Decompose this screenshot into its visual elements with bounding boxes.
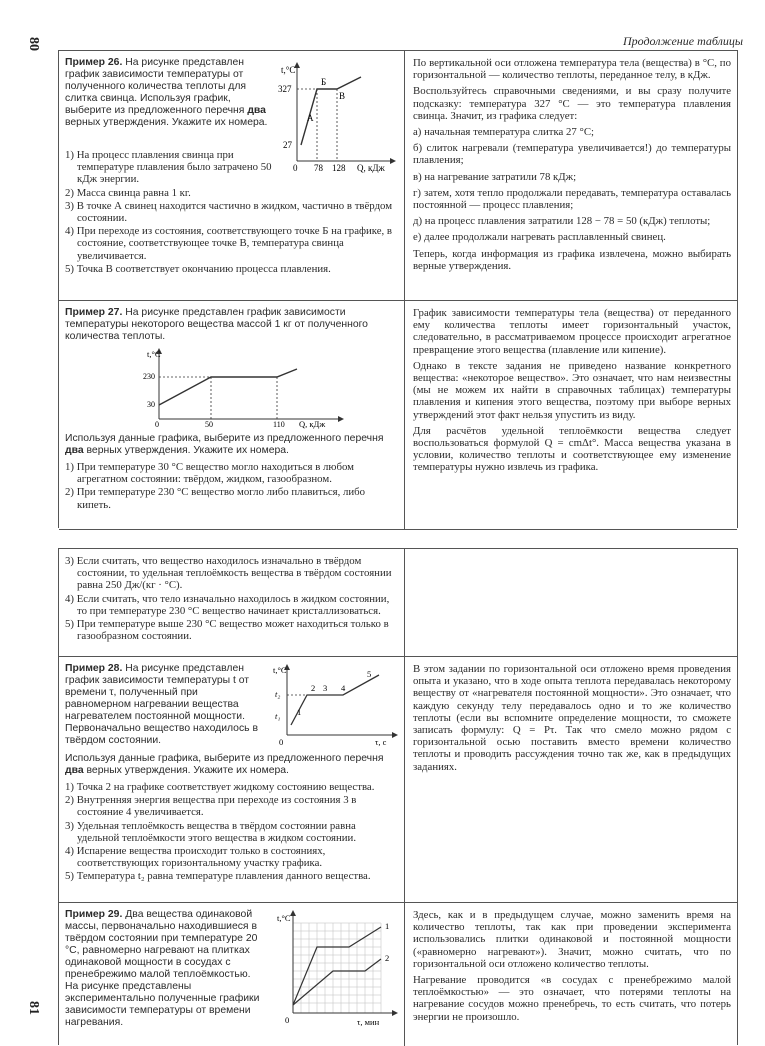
ex26-title: Пример 26. (65, 57, 123, 68)
ex27-y-tick-30: 30 (147, 400, 155, 409)
page-number-top: 80 (26, 37, 41, 51)
paragraph: Здесь, как и в предыдущем случае, можно заменить время на количество теплоты, так как при проведении эксперимента использовались плитки одинаковой и постоянной мощности («равномерно нагревают»). Значит, можно считать, что по горизонтальной оси отложено количество теплоты. (413, 909, 731, 970)
ex28-intro-block (65, 663, 263, 747)
ex27-instruction-bold: два (65, 445, 84, 456)
ex27-x-axis-label: Q, кДж (299, 419, 326, 429)
ex26-point-v: В (339, 91, 346, 101)
ex27-y-tick-230: 230 (143, 372, 155, 381)
list-item: 5) Температура t₂ равна температуре плавления данного вещества. (65, 870, 371, 883)
ex26-instruction-end: верных утверждения. Укажите их номера. (65, 117, 268, 128)
ex28-explanation (413, 663, 731, 777)
paragraph: Воспользуйтесь справочными сведениями, и вы сразу получите подсказку: температура 327 °C — это температура плавления свинца. Значит, из графика следует: (413, 85, 731, 122)
table-row-ex27 (59, 300, 737, 530)
ex27-intro-block (65, 307, 397, 343)
ex28-curve (291, 675, 379, 725)
ex26-x-tick-128: 128 (332, 163, 346, 173)
paragraph: График зависимости температуры тела (вещества) от переданного ему количества теплоты имеет горизонтальный участок, следовательно, в рассматриваемом процессе происходит агрегатное превращение этого вещества (плавление или кипение). (413, 307, 731, 356)
list-item: 2) При температуре 230 °C вещество могло либо плавиться, либо кипеть. (65, 486, 366, 511)
ex26-point-b: Б (321, 77, 327, 87)
ex28-point-1: 1 (297, 707, 302, 717)
ex27-options-a (65, 461, 397, 511)
ex28-origin: 0 (279, 737, 284, 747)
ex26-x-tick-0: 0 (293, 163, 298, 173)
ex27-curve (159, 369, 297, 405)
ex27-x-tick-0: 0 (155, 420, 159, 429)
ex26-intro-block (65, 57, 275, 129)
ex26-curve (301, 77, 361, 145)
ex28-instruction-bold: два (65, 765, 84, 776)
ex28-y-axis-label: t,°C (273, 665, 287, 675)
ex29-intro: Два вещества одинаковой массы, первоначально находившиеся в твёрдом состоянии при температуре 20 °C, равномерно нагревают на плитках одинаковой мощности в сосудах с пренебрежимо малой теплоёмкостью. На рисунке представлены экспериментально полученные графики зависимости температуры от времени нагревания. (65, 909, 260, 1028)
ex28-instruction-end: верных утверждения. Укажите их номера. (86, 765, 289, 776)
ex28-graph (269, 663, 399, 749)
ex29-series-2 (293, 959, 381, 1005)
column-divider (404, 51, 405, 301)
list-item: 1) На процесс плавления свинца при температуре плавления было затрачено 50 кДж энергии. (65, 149, 272, 186)
ex26-point-a: А (307, 113, 314, 123)
list-item: 4) Испарение вещества происходит только в состояниях, соответствующих горизонтальному участку графика. (65, 845, 326, 870)
paragraph: б) слиток нагревали (температура увеличивается!) до температуры плавления; (413, 142, 731, 167)
ex28-point-4: 4 (341, 683, 346, 693)
ex29-label-2: 2 (385, 953, 390, 963)
paragraph: Для расчётов удельной теплоёмкости вещества следует воспользоваться формулой Q = cmΔt°. Масса вещества указана в условии, количество теплоты и соответствующее ему изменение температуры нужно извлечь из графика. (413, 424, 731, 474)
ex29-label-1: 1 (385, 921, 390, 931)
column-divider (404, 549, 405, 657)
ex29-graph (271, 909, 399, 1031)
ex26-intro: На рисунке представлен график зависимости температуры от полученного количества теплоты для слитка свинца. (65, 57, 247, 104)
ex27-task (65, 307, 397, 512)
ex29-grid (293, 923, 381, 1013)
ex27-explanation (413, 307, 731, 478)
list-item: 2) Масса свинца равна 1 кг. (65, 186, 191, 199)
ex28-y-tick-t2: t₂ (275, 689, 281, 699)
ex29-task (65, 909, 397, 1029)
ex26-x-tick-78: 78 (314, 163, 323, 173)
table-row-ex27-cont (59, 548, 737, 657)
ex28-instruction-block (65, 753, 397, 777)
ex27-graph (145, 347, 345, 427)
paragraph: е) далее продолжали нагревать расплавленный свинец. (413, 231, 666, 244)
list-item: 4) При переходе из состояния, соответствующего точке Б на графике, в состояние, соответствующее точке В, температура свинца увеличивается. (65, 225, 393, 262)
list-item: 1) Точка 2 на графике соответствует жидкому состоянию вещества. (65, 781, 375, 793)
ex27-title: Пример 27. (65, 307, 123, 318)
ex28-task (65, 663, 397, 884)
ex28-point-2: 2 (311, 683, 316, 693)
column-divider (404, 657, 405, 903)
ex26-instruction-bold: два (247, 105, 266, 116)
paragraph: По вертикальной оси отложена температура тела (вещества) в °C, по горизонтальной — количество теплоты, переданное телу, в кДж. (413, 57, 731, 82)
ex29-explanation (413, 909, 731, 1027)
ex28-options (65, 781, 397, 883)
ex27-instruction-block (65, 433, 397, 457)
ex29-intro-block (65, 909, 265, 1029)
ex26-y-axis-label: t,°C (281, 65, 296, 75)
table-row-ex26 (59, 50, 737, 301)
table-row-ex29 (59, 902, 737, 1046)
list-item: 3) В точке А свинец находится частично в жидком, частично в твёрдом состоянии. (65, 199, 393, 225)
ex27-intro: На рисунке представлен график зависимости температуры некоторого вещества массой 1 кг от полученного количества теплоты. (65, 307, 368, 342)
list-item: 1) При температуре 30 °C вещество могло находиться в любом агрегатном состоянии: твёрдом, жидком, газообразном. (65, 461, 354, 486)
ex28-point-5: 5 (367, 669, 372, 679)
paragraph: Однако в тексте задания не приведено название конкретного вещества: «некоторое вещество». Это означает, что нам неизвестны (мы не можем их найти в справочных таблицах) температуры плавления и кипения этого вещества, поэтому при выборе верных утверждений этот факт нельзя упустить из виду. (413, 359, 731, 421)
page-number-bottom: 81 (26, 1001, 41, 1015)
ex28-point-3: 3 (323, 683, 328, 693)
column-divider (404, 301, 405, 529)
ex28-y-tick-t1: t₁ (275, 711, 281, 721)
list-item: 5) Точка В соответствует окончанию процесса плавления. (65, 262, 331, 275)
list-item: 4) Если считать, что тело изначально находилось в жидком состоянии, то при температуре 230 °C вещество начинает кристаллизоваться. (65, 592, 390, 617)
ex29-origin: 0 (285, 1015, 290, 1025)
ex27-options-b (65, 555, 397, 642)
ex28-x-axis-label: τ, с (375, 737, 387, 747)
ex28-title: Пример 28. (65, 663, 123, 674)
ex27-instruction-end: верных утверждения. Укажите их номера. (86, 445, 289, 456)
column-divider (404, 903, 405, 1046)
table-row-ex28 (59, 656, 737, 903)
list-item: 2) Внутренняя энергия вещества при переходе из состояния 3 в состояние 4 увеличивается. (65, 794, 357, 819)
ex26-instruction: Используя график, выберите из предложенного перечня (65, 93, 245, 116)
table-part-1 (58, 50, 738, 528)
ex26-graph (277, 59, 397, 173)
paragraph: г) затем, хотя тепло продолжали передавать, температура оставалась постоянной — процесс плавления; (413, 186, 731, 212)
list-item: 3) Удельная теплоёмкость вещества в твёрдом состоянии равна удельной теплоёмкости этого вещества в жидком состоянии. (65, 819, 357, 844)
table-part-2 (58, 548, 738, 1045)
ex26-task (65, 57, 397, 276)
ex26-y-tick-27: 27 (283, 140, 292, 150)
paragraph: В этом задании по горизонтальной оси отложено время проведения опыта и указано, что в ходе опыта теплота передавалась некоторому веществу от «нагревателя постоянной мощности». Это означает, что каждую секунду телу передавалось одно и то же количество теплоты (если вы вспомните определение мощности, то сможете записать формулу: Q = Pτ. Так что смело можно рядом с горизонтальной осью поставить вместо времени количество теплоты и проводить рассуждения точно так же, как в предыдущих заданиях. (413, 663, 731, 773)
ex27-x-tick-110: 110 (273, 420, 285, 429)
ex26-y-tick-327: 327 (278, 84, 292, 94)
list-item: 5) При температуре выше 230 °C вещество может находиться только в газообразном состоянии. (65, 618, 389, 643)
paragraph: Нагревание проводится «в сосудах с пренебрежимо малой теплоёмкостью» — это означает, что потерями теплоты на нагревание сосудов можно пренебречь, то есть считать, что потерь энергии не произошло. (413, 974, 731, 1023)
ex29-y-axis-label: t,°C (277, 913, 291, 923)
paragraph: Теперь, когда информация из графика извлечена, можно выбирать верные утверждения. (413, 247, 731, 272)
ex26-explanation (413, 57, 731, 276)
running-header: Продолжение таблицы (622, 34, 743, 48)
ex27-continued (65, 555, 397, 643)
paragraph: а) начальная температура слитка 27 °C; (413, 126, 595, 139)
ex27-x-tick-50: 50 (205, 420, 213, 429)
list-item: 3) Если считать, что вещество находилось изначально в твёрдом состоянии, то удельная теплоёмкость вещества в твёрдом состоянии равна 250 Дж/(кг · °C). (65, 555, 392, 592)
ex29-title: Пример 29. (65, 909, 123, 920)
paragraph: в) на нагревание затратили 78 кДж; (413, 170, 577, 183)
ex29-x-axis-label: τ, мин (357, 1017, 380, 1027)
paragraph: д) на процесс плавления затратили 128 − 78 = 50 (кДж) теплоты; (413, 215, 711, 228)
ex26-x-axis-label: Q, кДж (357, 163, 385, 173)
ex27-y-axis-label: t,°C (147, 349, 161, 359)
ex28-instruction: Используя данные графика, выберите из предложенного перечня (65, 753, 384, 764)
ex28-intro: На рисунке представлен график зависимости температуры t от времени τ, полученный при равномерном нагревании вещества нагревателем постоянной мощности. Первоначально вещество находилось в твёрдом состоянии. (65, 663, 258, 746)
ex27-instruction: Используя данные графика, выберите из предложенного перечня (65, 433, 384, 444)
